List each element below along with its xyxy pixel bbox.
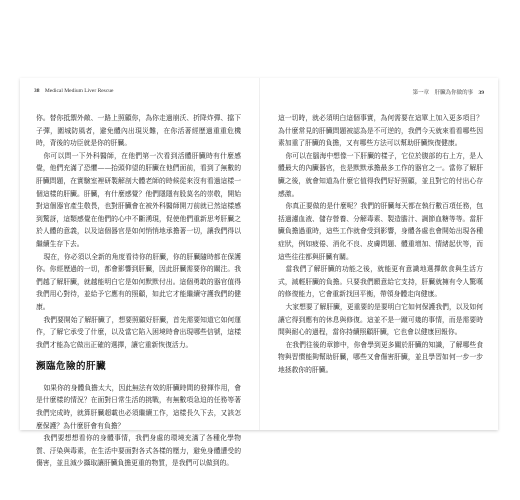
left-paragraph: 你。替你抵禦外敵、一路上照顧你，為你走過崩沃、折降炸彈、擋下子彈，圍城防風者，避免體內出現災難，在你活著經歷過重重危機時，背後的功臣就是你的肝臟。 xyxy=(36,114,241,148)
right-paragraph: 這一切時，就必須明白這個事實，為何需要在這單上加入更多項目？為什麼常見的肝臟問題被認為是不可逆的，我們今天就來看看哪些因素加重了肝臟的負擔，又有哪些方法可以幫助肝臟恢復健康。 xyxy=(278,114,483,148)
right-page-header xyxy=(413,88,484,96)
right-running-title: 第一章 肝臟為你做的事 xyxy=(412,90,474,96)
left-paragraph: 現在，你必須以全新的角度看待你的肝臟，你的肝臟隨時都在保護你。你經歷過的一切，都會影響到肝臟，因此肝臟需要你的關注。我們越了解肝臟，就越能明白它是如何默默付出。這個勇敢的器官值得我們用心對待，並給予它應有的照顧，如此它才能繼續守護我們的健康。 xyxy=(36,252,241,311)
left-paragraph: 我們要想想看你的身體事情，我們身處的環境充滿了各種化學物質、汙染與毒素，在生活中要面對各式各樣的壓力，避免身體遭受的傷害，並且減少攝取讓肝臟負擔更重的物質，是我們可以做到的。 xyxy=(36,434,241,468)
right-paragraph: 你真正要做的是什麼呢？我們的肝臟每天都在執行數百項任務，包括過濾血液、儲存營養、分解毒素、製造膽汁、調節血糖等等。當肝臟負擔過重時，這些工作就會受到影響，身體各處也會開始出現各種症狀，例如疲倦、消化不良、皮膚問題、體重增加、情緒起伏等，而這些往往都與肝臟有關。 xyxy=(278,202,483,261)
left-paragraph: 你可以問一下外科醫師，在他們第一次看到活體肝臟時有什麼感覺，他們充滿了恐懼——抬頭仰望的肝臟在他們面前，看到了無數的肝臟問題，在實驗室裡研製解剖大體老師的時候從來沒有看過這樣一個這樣的肝臟。肝臟，有什麼感覺？他們隱隱有股莫名的崇敬，開始對這個器官產生敬畏，也對肝臟會在被外科醫師開刀前就已然這樣感到驚訝，這類感覺在他們的心中不斷湧現，促使他們重新思考肝臟之於人體的意義，以及這個器官是如何悄悄地承擔著一切，讓我們得以繼續生存下去。 xyxy=(36,151,241,248)
left-paragraph: 如果你的身體負擔太大，因此無法有效的肝臟時間的發揮作用，會是什麼樣的情況？在面對日常生活的挑戰，有無數項急迫的任務等著我們完成時，就算肝臟超載也必須繼續工作，這樣長久下去，又該怎麼保護？為什麼肝會有負擔？ xyxy=(36,383,241,430)
right-paragraph: 你可以在腦海中想像一下肝臟的樣子，它位於腹部的右上方，是人體最大的內臟器官，也是默默承擔最多工作的器官之一。當你了解肝臟之後，就會知道為什麼它值得我們好好照顧，並且對它的付出心存感激。 xyxy=(278,151,483,198)
left-page-number: 38 xyxy=(34,88,40,94)
right-paragraph: 大家想要了解肝臟，更重要的是要明白它如何保護我們，以及如何讓它得到應有的休息與修復。這並不是一蹴可幾的事情，而是需要時間與耐心的過程，當你持續照顧肝臟，它也會以健康回報你。 xyxy=(278,302,483,337)
right-paragraph: 在我們往後的章節中，你會學到更多關於肝臟的知識，了解哪些食物與習慣能夠幫助肝臟，哪些又會傷害肝臟，並且學習如何一步一步地拯救你的肝臟。 xyxy=(278,340,483,374)
book-spread xyxy=(20,78,498,468)
book-gutter xyxy=(259,78,260,430)
section-heading: 瀕臨危險的肝臟 xyxy=(36,361,107,373)
right-paragraph: 當我們了解肝臟的功能之後，就能更有意識地選擇飲食與生活方式，減輕肝臟的負擔。只要我們願意給它支持，肝臟就擁有令人驚嘆的修復能力，它會重新找回平衡，帶領身體走向健康。 xyxy=(278,265,483,299)
left-paragraph: 我們要開始了解肝臟了，想要照顧好肝臟，首先需要知道它如何運作，了解它承受了什麼，以及當它陷入困境時會出現哪些信號，這樣我們才能為它做出正確的選擇，讓它重新恢復活力。 xyxy=(36,315,241,349)
left-page-body xyxy=(36,112,241,470)
right-page-number: 39 xyxy=(478,90,484,96)
left-running-title: Medical Medium Liver Rescue xyxy=(44,88,114,94)
right-page-body xyxy=(278,112,483,376)
left-page-header xyxy=(34,88,113,94)
